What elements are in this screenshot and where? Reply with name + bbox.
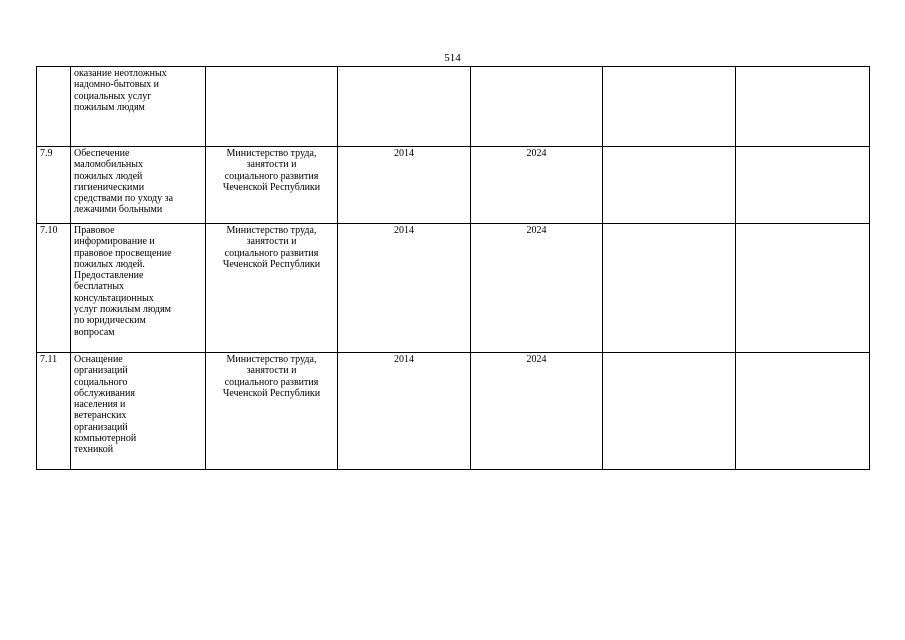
row-number: 7.9 [37,147,71,224]
cell-line: ветеранских [74,410,127,422]
row-cell-6 [603,224,736,353]
cell-line: консультационных [74,292,154,304]
cell-line: средствами по уходу за [74,193,174,205]
table-row [37,67,870,147]
row-start-year: 2014 [338,224,471,353]
cell-line: маломобильных [74,159,143,171]
row-cell-7 [736,353,870,470]
cell-line: обслуживания [74,387,135,399]
cell-line: лежачими больными [74,204,163,216]
cell-line: вопросам [74,326,115,338]
cell-line: услуг пожилым людям [74,304,171,316]
cell-line: бесплатных [74,281,125,293]
row-description [71,353,206,470]
cell-line: Чеченской Республики [222,181,321,193]
row-start-year: 2014 [338,147,471,224]
cell-line: пожилым людям [74,101,145,113]
cell-line: социального развития [224,247,319,259]
row-cell-7 [736,147,870,224]
cell-line: надомно-бытовых и [74,79,160,91]
cell-line: организаций [74,365,128,377]
page-number: 514 [444,52,461,64]
program-table [36,66,870,470]
table-row [37,147,870,224]
row-executor [206,147,338,224]
cell-line: занятости и [246,365,297,377]
row-number: 7.10 [37,224,71,353]
row-number: 7.11 [37,353,71,470]
cell-line: техникой [74,444,114,456]
cell-line: Министерство труда, [226,225,317,236]
row-cell-6 [603,147,736,224]
cell-line: Чеченской Республики [222,387,321,399]
row-end-year: 2024 [471,224,603,353]
row-executor [206,224,338,353]
cell-line: населения и [74,399,126,411]
row-description [71,67,206,147]
row-executor [206,67,338,147]
cell-line: социальных услуг [74,90,152,102]
row-description [71,224,206,353]
row-cell-7 [736,224,870,353]
cell-line: Министерство труда, [226,148,317,159]
row-start-year [338,67,471,147]
row-description [71,147,206,224]
cell-line: компьютерной [74,433,137,445]
cell-line: Обеспечение [74,148,130,159]
table-row [37,353,870,470]
row-cell-6 [603,353,736,470]
cell-line: Оснащение [74,354,123,365]
row-start-year: 2014 [338,353,471,470]
cell-line: социального развития [224,376,319,388]
cell-line: занятости и [246,236,297,248]
row-executor [206,353,338,470]
cell-line: Правовое [74,225,115,236]
row-number [37,67,71,147]
table-row [37,224,870,353]
cell-line: пожилых людей. [74,258,145,270]
row-end-year: 2024 [471,147,603,224]
cell-line: гигиеническими [74,181,145,193]
cell-line: Чеченской Республики [222,258,321,270]
row-cell-6 [603,67,736,147]
cell-line: занятости и [246,159,297,171]
cell-line: организаций [74,421,128,433]
row-end-year: 2024 [471,353,603,470]
cell-line: оказание неотложных [74,68,167,79]
cell-line: информирование и [74,236,155,248]
row-cell-7 [736,67,870,147]
cell-line: пожилых людей [74,170,143,182]
cell-line: социального развития [224,170,319,182]
cell-line: Предоставление [74,270,144,282]
cell-line: Министерство труда, [226,354,317,365]
cell-line: правовое просвещение [74,247,172,259]
cell-line: социального [74,376,128,388]
table-body [37,67,870,470]
row-end-year [471,67,603,147]
cell-line: по юридическим [74,315,146,327]
